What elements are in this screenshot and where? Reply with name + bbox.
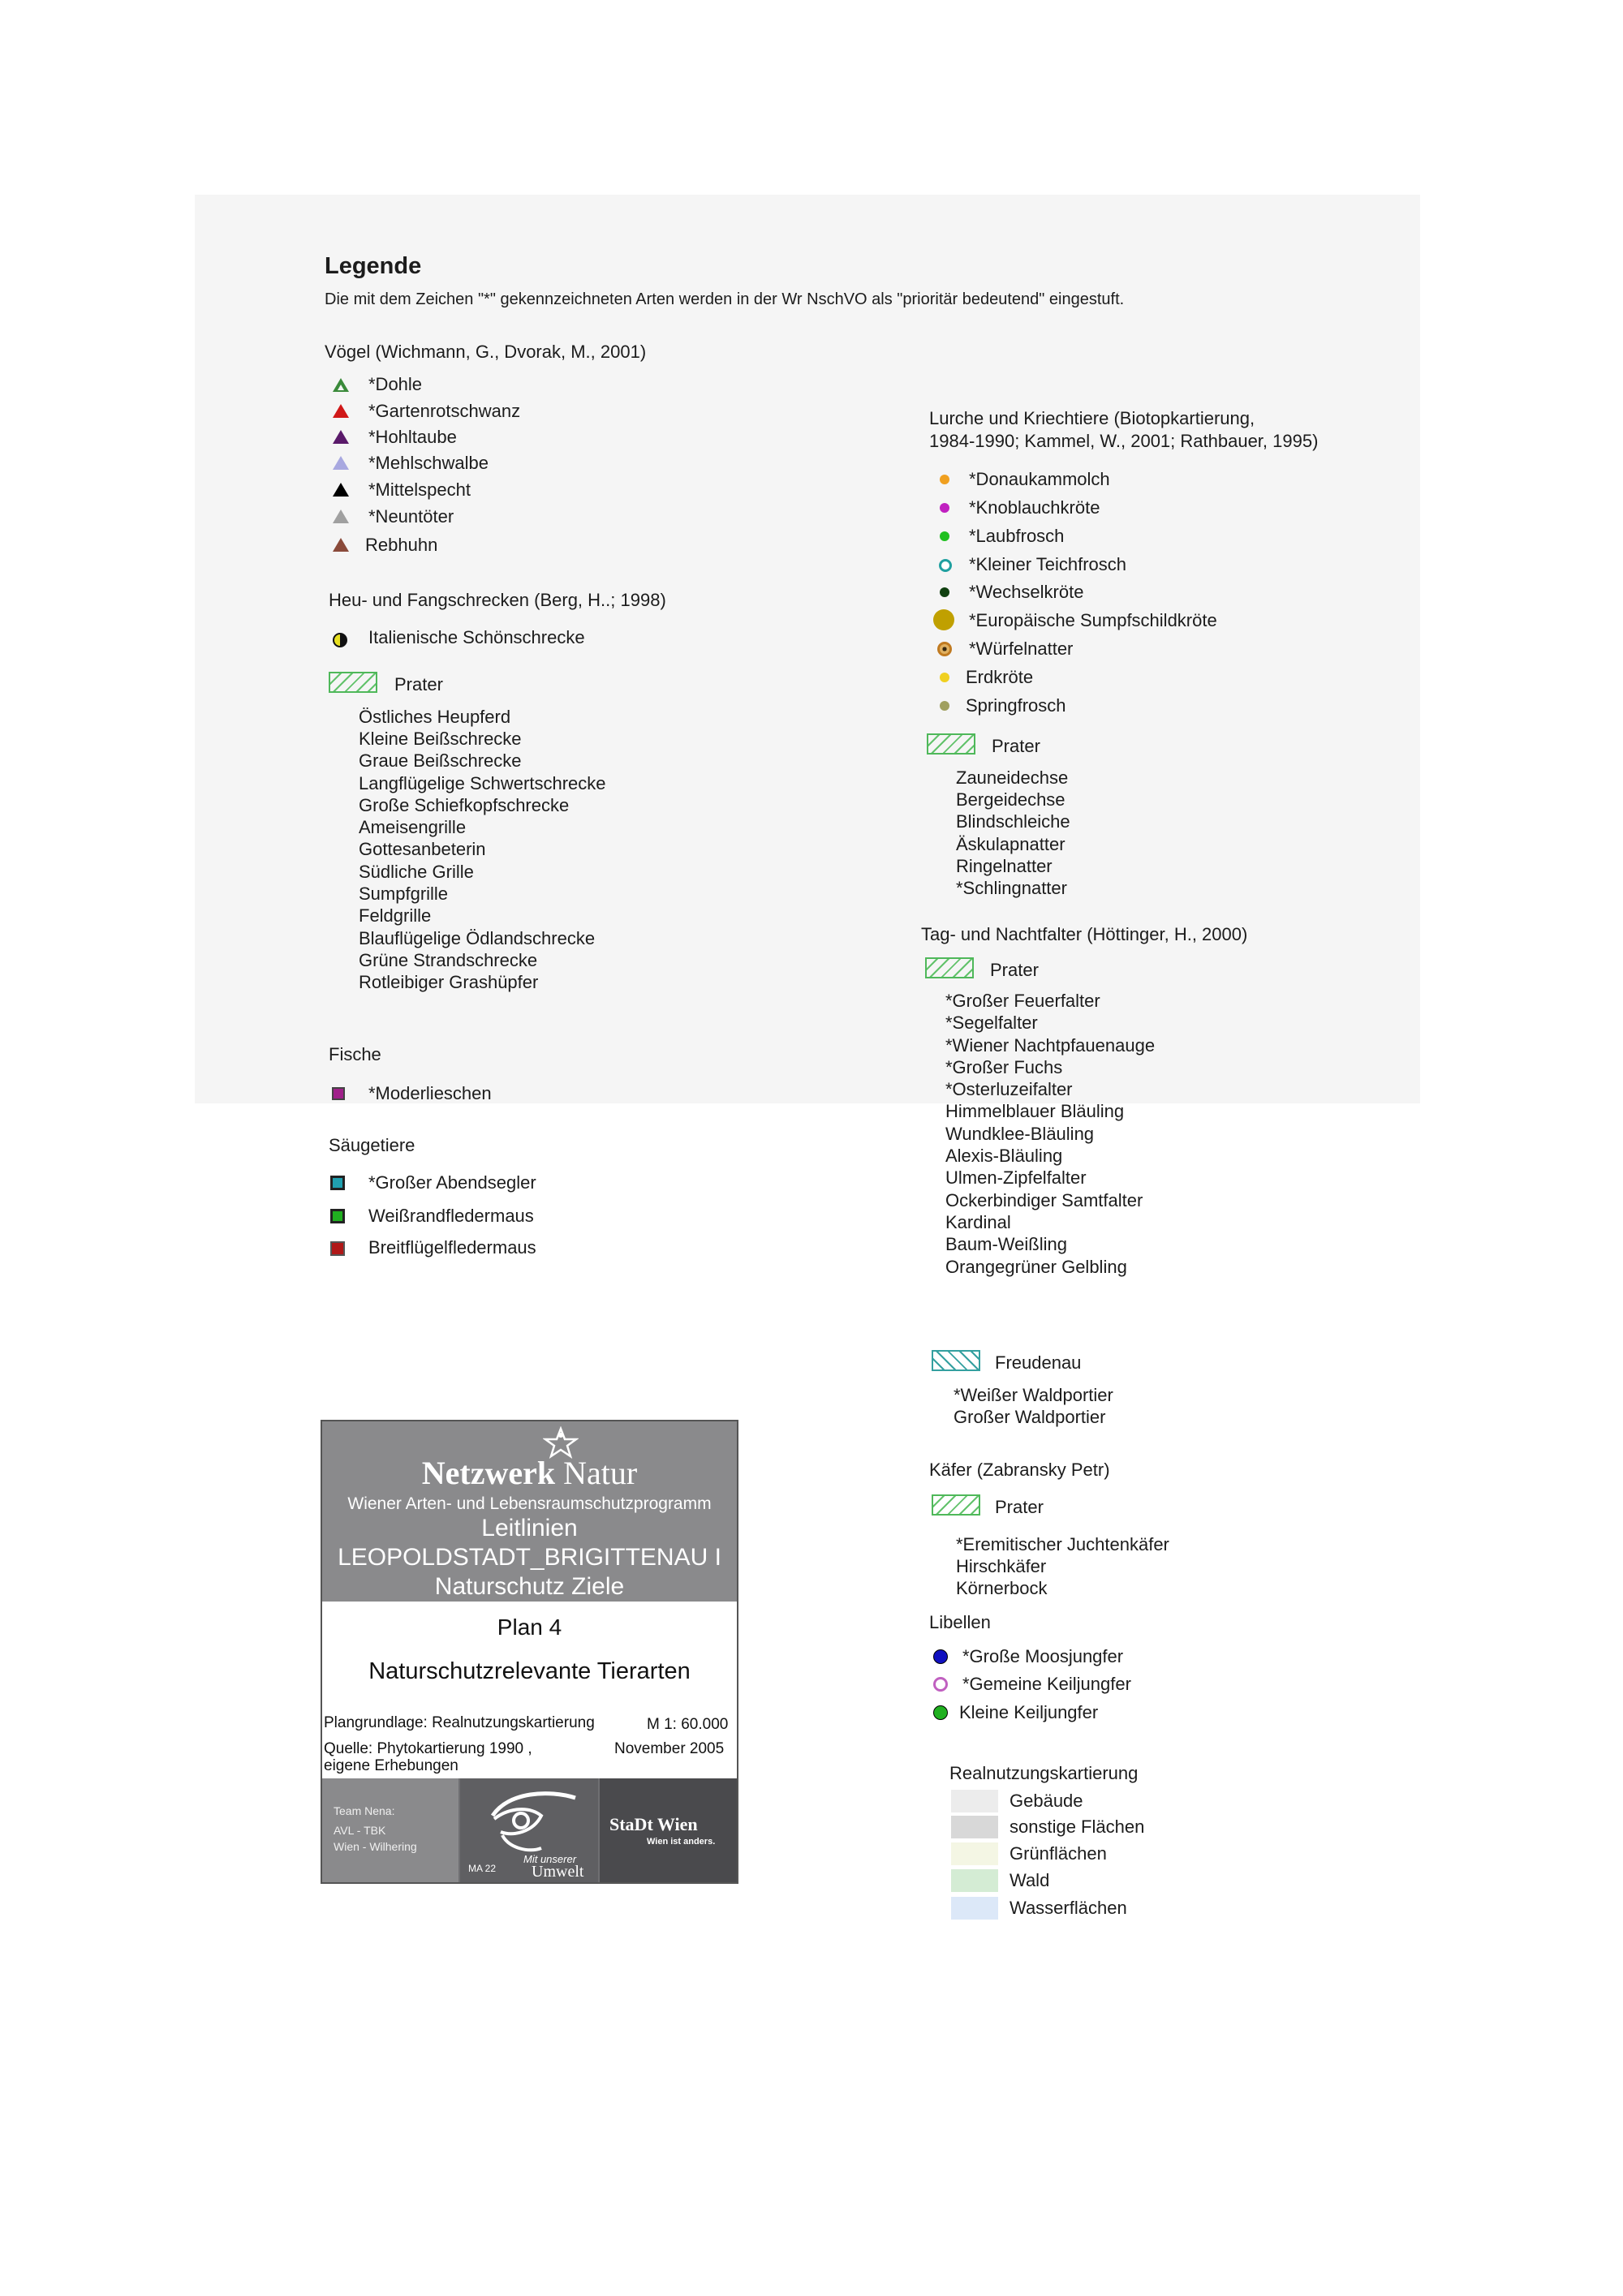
libellen-item: Kleine Keiljungfer [959,1702,1099,1722]
list-item: Himmelblauer Bläuling [945,1101,1125,1121]
half-circle-icon [333,633,347,647]
voegel-item: *Hohltaube [368,427,457,447]
team-line: Wien - Wilhering [334,1840,417,1853]
triangle-icon [333,456,349,470]
realnutzung-item: Wasserflächen [1010,1898,1127,1918]
square-icon [330,1241,345,1256]
realnutzung-heading: Realnutzungskartierung [949,1763,1139,1783]
dot-icon [940,503,949,513]
heuschrecken-area-label: Prater [394,674,443,694]
program-name: Wiener Arten- und Lebensraumschutzprogramm [347,1494,712,1513]
lurche-item: *Wechselkröte [969,582,1084,602]
dot-icon [940,587,949,597]
triangle-icon [333,510,349,523]
triangle-icon [333,538,349,552]
list-item: *Eremitischer Juchtenkäfer [956,1534,1169,1554]
lurche-item: Springfrosch [966,695,1066,716]
large-dot-icon [933,609,954,630]
swatch-wasserflaechen [951,1897,998,1920]
dot-icon [940,475,949,484]
hatched-area-icon [927,733,975,755]
list-item: Großer Waldportier [954,1407,1106,1427]
voegel-item: *Mittelspecht [368,479,471,500]
stadt-wien-tagline: Wien ist anders. [647,1837,716,1847]
triangle-icon [333,430,349,444]
list-item: *Segelfalter [945,1013,1038,1033]
triangle-inner [338,385,344,390]
dot-icon [933,1705,948,1720]
kaefer-area-label: Prater [995,1497,1044,1517]
ma22-small-label: MA 22 [468,1863,497,1874]
realnutzung-item: Grünflächen [1010,1843,1107,1864]
square-icon [330,1209,345,1223]
list-item: *Großer Feuerfalter [945,991,1100,1011]
triangle-icon [333,483,349,497]
saeugetiere-heading: Säugetiere [329,1135,415,1155]
plan-date: November 2005 [614,1740,725,1757]
list-item: Kardinal [945,1212,1011,1232]
list-item: *Osterluzeifalter [945,1079,1073,1099]
plan-scale: M 1: 60.000 [647,1716,729,1733]
voegel-item: *Mehlschwalbe [368,453,489,473]
fische-heading: Fische [329,1044,381,1064]
triangle-icon [333,404,349,418]
kaefer-heading: Käfer (Zabransky Petr) [929,1460,1110,1480]
list-item: Kleine Beißschrecke [359,729,522,749]
list-item: Feldgrille [359,905,432,926]
list-item: Graue Beißschrecke [359,750,522,771]
list-item: Rotleibiger Grashüpfer [359,972,539,992]
dot-icon [940,673,949,682]
swatch-gebaeude [951,1790,998,1812]
fische-item: *Moderlieschen [368,1083,492,1103]
team-line: Team Nena: [334,1804,395,1817]
libellen-heading: Libellen [929,1612,991,1632]
saeugetiere-item: Breitflügelfledermaus [368,1237,536,1258]
falter-area2-label: Freudenau [995,1352,1082,1373]
saeugetiere-item: Weißrandfledermaus [368,1206,534,1226]
swatch-sonstige [951,1816,998,1838]
brand-rest: Natur [555,1455,638,1491]
list-item: Grüne Strandschrecke [359,950,538,970]
list-item: Sumpfgrille [359,884,449,904]
list-item: Baum-Weißling [945,1234,1067,1254]
realnutzung-item: Wald [1010,1870,1050,1890]
lurche-item: *Donaukammolch [969,469,1110,489]
swatch-gruenflaechen [951,1842,998,1865]
libellen-item: *Große Moosjungfer [962,1646,1124,1666]
list-item: Ockerbindiger Samtfalter [945,1190,1143,1210]
title-block [321,1420,738,1884]
plan-basis: Plangrundlage: Realnutzungskartierung [324,1714,595,1731]
lurche-item: *Europäische Sumpfschildkröte [969,610,1217,630]
heuschrecken-heading: Heu- und Fangschrecken (Berg, H..; 1998) [329,590,666,610]
stadt-wien-logo: StaDt Wien [609,1814,698,1834]
square-icon [330,1176,345,1190]
saeugetiere-item: *Großer Abendsegler [368,1172,536,1193]
list-item: Hirschkäfer [956,1556,1047,1576]
lurche-item: *Kleiner Teichfrosch [969,554,1127,574]
list-item: Äskulapnatter [956,834,1065,854]
list-item: Bergeidechse [956,789,1065,810]
title-block-header [322,1421,737,1602]
ma22-eye-logo-icon [484,1783,582,1856]
dot-icon [940,531,949,541]
voegel-heading: Vögel (Wichmann, G., Dvorak, M., 2001) [325,342,647,362]
title-line-3: Naturschutz Ziele [434,1573,625,1600]
lurche-item: Erdkröte [966,667,1034,687]
lurche-area-label: Prater [992,736,1040,756]
voegel-item: *Gartenrotschwanz [368,401,521,421]
list-item: Ulmen-Zipfelfalter [945,1167,1087,1188]
list-item: Orangegrüner Gelbling [945,1257,1127,1277]
plan-source-2: eigene Erhebungen [324,1757,458,1774]
list-item: Südliche Grille [359,862,474,882]
hatched-area-icon [329,672,377,693]
title-block-footer [322,1778,737,1882]
dot-icon [940,701,949,711]
lurche-item: *Würfelnatter [969,638,1074,659]
ring-icon [933,1677,948,1692]
list-item: *Schlingnatter [956,878,1067,898]
falter-area-label: Prater [990,960,1039,980]
ma22-umwelt-label: Umwelt [532,1863,584,1881]
list-item: *Weißer Waldportier [954,1385,1113,1405]
realnutzung-item: Gebäude [1010,1791,1083,1811]
swatch-wald [951,1869,998,1892]
title-line-2: LEOPOLDSTADT_BRIGITTENAU I [338,1544,721,1571]
lurche-heading-line1: Lurche und Kriechtiere (Biotopkartierung, [929,408,1255,428]
ma22-mit-label: Mit unserer [523,1853,577,1865]
title-line-1: Leitlinien [481,1515,578,1541]
list-item: Zauneidechse [956,767,1069,788]
hatched-area-icon [925,957,974,978]
list-item: Östliches Heupferd [359,707,511,727]
lurche-item: *Knoblauchkröte [969,497,1100,518]
voegel-item: *Neuntöter [368,506,454,527]
list-item: Langflügelige Schwertschrecke [359,773,606,793]
team-line: AVL - TBK [334,1824,386,1837]
plan-source-1: Quelle: Phytokartierung 1990 , [324,1740,532,1757]
ring-icon [939,559,952,572]
patterned-dot-icon [937,642,952,656]
voegel-item: *Dohle [368,374,423,394]
legend-note: Die mit dem Zeichen "*" gekennzeichneten Arten werden in der Wr NschVO als "prioritär bedeutend" eingestuft. [325,290,1125,308]
list-item: Große Schiefkopfschrecke [359,795,570,815]
hatched-area-icon [932,1494,980,1516]
voegel-item: Rebhuhn [365,535,438,555]
square-icon [332,1087,345,1100]
libellen-item: *Gemeine Keiljungfer [962,1674,1131,1694]
hatched-area-icon [932,1350,980,1371]
list-item: Alexis-Bläuling [945,1146,1063,1166]
list-item: Gottesanbeterin [359,839,486,859]
list-item: Ringelnatter [956,856,1053,876]
realnutzung-item: sonstige Flächen [1010,1817,1145,1837]
dot-icon [933,1649,948,1664]
lurche-item: *Laubfrosch [969,526,1065,546]
list-item: Ameisengrille [359,817,467,837]
lurche-heading-line2: 1984-1990; Kammel, W., 2001; Rathbauer, 1995) [929,431,1319,451]
falter-heading: Tag- und Nachtfalter (Höttinger, H., 2000) [921,924,1248,944]
list-item: Blindschleiche [956,811,1070,832]
plan-number: Plan 4 [497,1615,562,1640]
heuschrecken-point-item: Italienische Schönschrecke [368,627,585,647]
brand-bold: Netzwerk [421,1455,556,1491]
legend-title: Legende [325,253,422,279]
plan-title: Naturschutzrelevante Tierarten [368,1658,691,1684]
list-item: Blauflügelige Ödlandschrecke [359,928,596,948]
list-item: Körnerbock [956,1578,1048,1598]
list-item: *Wiener Nachtpfauenauge [945,1035,1156,1056]
list-item: Wundklee-Bläuling [945,1124,1095,1144]
brand-name [322,1454,737,1493]
list-item: *Großer Fuchs [945,1057,1063,1077]
